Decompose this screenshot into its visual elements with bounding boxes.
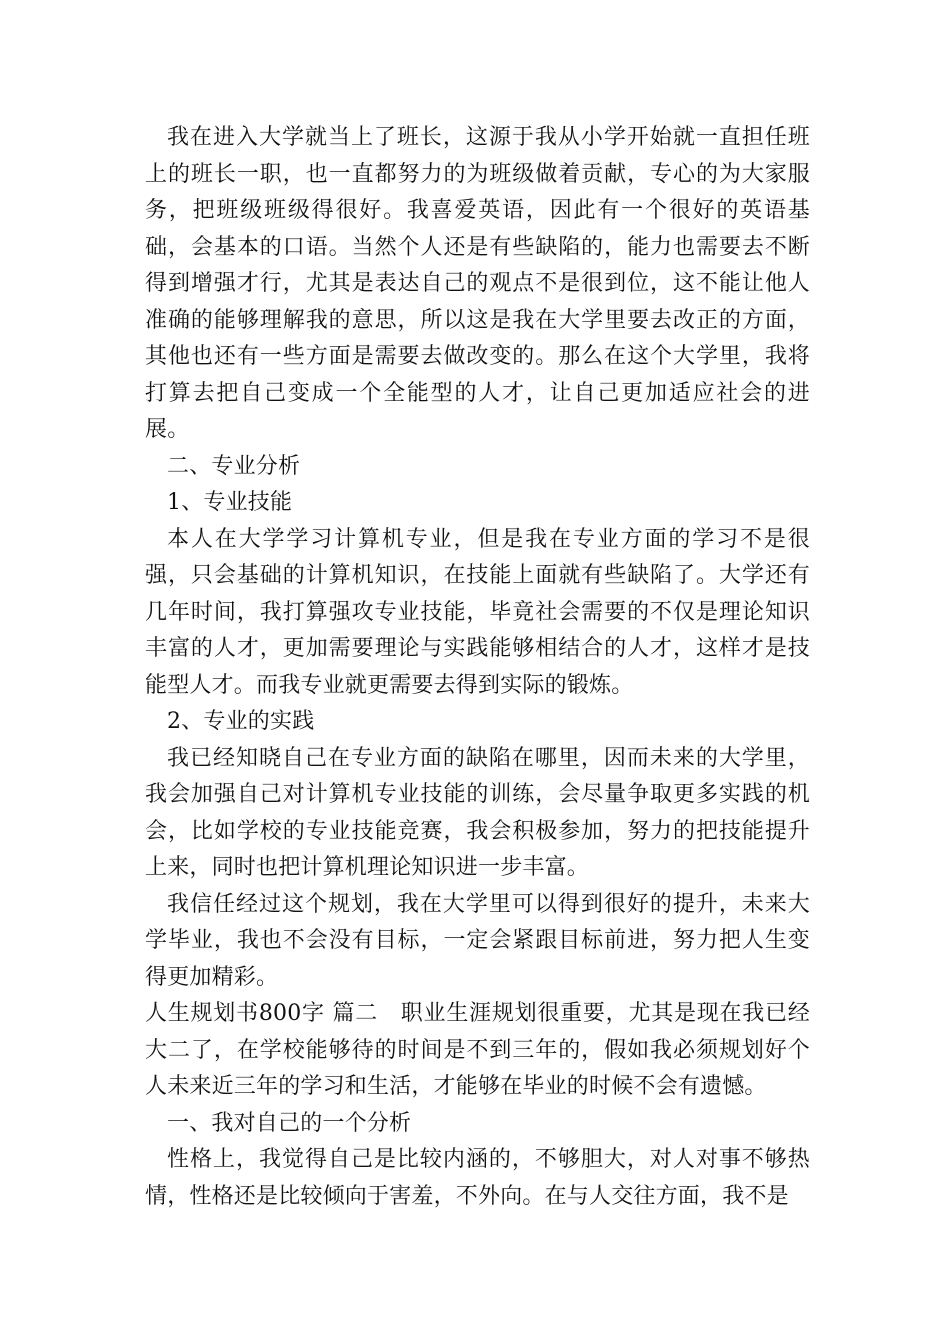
heading-self-analysis: 一、我对自己的一个分析 (167, 1110, 412, 1136)
heading-professional-practice: 2、专业的实践 (167, 709, 315, 734)
paragraph-section-two-intro: 人生规划书800字 篇二 职业生涯规划很重要，尤其是现在我已经大二了，在学校能够待的时间是不到三年的，假如我必须规划好个人未来近三年的学习和生活，才能够在毕业的时候不会有遗憾。 (145, 1001, 810, 1099)
document-body (145, 120, 810, 1215)
paragraph-conclusion: 我信任经过这个规划，我在大学里可以得到很好的提升，未来大学毕业，我也不会没有目标，一定会紧跟目标前进，努力把人生变得更加精彩。 (145, 891, 810, 990)
heading-professional-analysis: 二、专业分析 (167, 453, 301, 479)
paragraph-professional-skills: 本人在大学学习计算机专业，但是我在专业方面的学习不是很强，只会基础的计算机知识，在技能上面就有些缺陷了。大学还有几年时间，我打算强攻专业技能，毕竟社会需要的不仅是理论知识丰富的人才，更加需要理论与实践能够相结合的人才，这样才是技能型人才。而我专业就更需要去得到实际的锻炼。 (145, 526, 810, 698)
paragraph-class-monitor: 我在进入大学就当上了班长，这源于我从小学开始就一直担任班上的班长一职，也一直都努力的为班级做着贡献，专心的为大家服务，把班级班级得很好。我喜爱英语，因此有一个很好的英语基础，会基本的口语。当然个人还是有些缺陷的，能力也需要去不断得到增强才行，尤其是表达自己的观点不是很到位，这不能让他人准确的能够理解我的意思，所以这是我在大学里要去改正的方面，其他也还有一些方面是需要去做改变的。那么在这个大学里，我将打算去把自己变成一个全能型的人才，让自己更加适应社会的进展。 (145, 125, 810, 442)
heading-professional-skills: 1、专业技能 (167, 490, 293, 515)
paragraph-professional-practice: 我已经知晓自己在专业方面的缺陷在哪里，因而未来的大学里，我会加强自己对计算机专业技能的训练，会尽量争取更多实践的机会，比如学校的专业技能竞赛，我会积极参加，努力的把技能提升上来，同时也把计算机理论知识进一步丰富。 (145, 745, 810, 880)
paragraph-personality: 性格上，我觉得自己是比较内涵的，不够胆大，对人对事不够热情，性格还是比较倾向于害羞，不外向。在与人交往方面，我不是 (145, 1147, 810, 1209)
